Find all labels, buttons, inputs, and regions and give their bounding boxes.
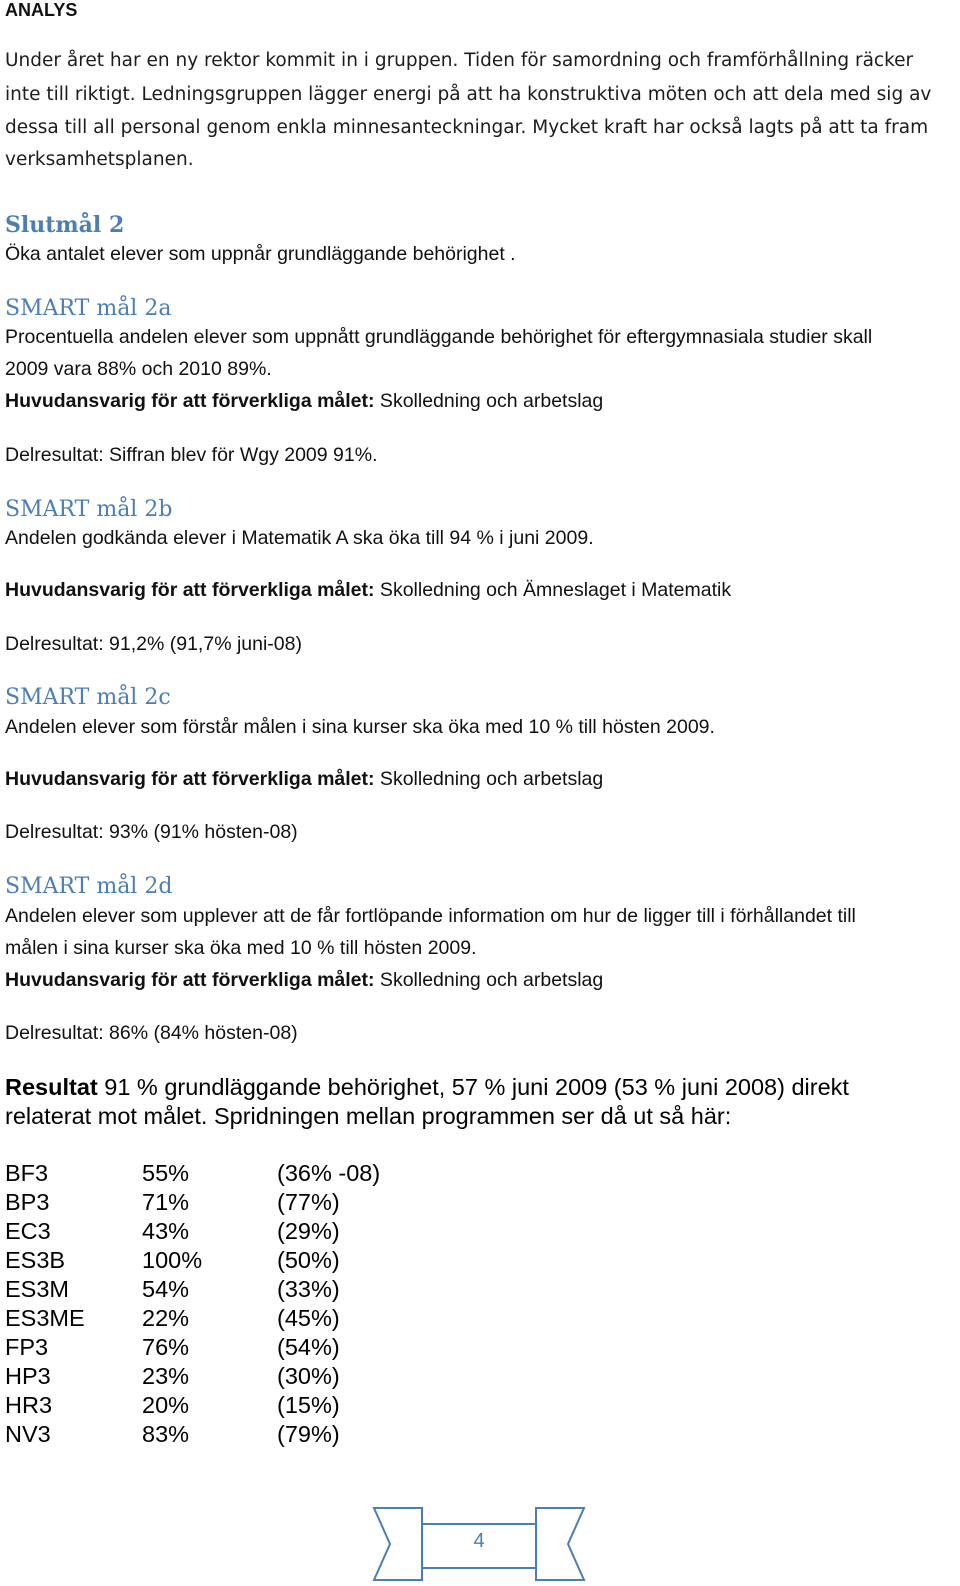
result-line: relaterat mot målet. Spridningen mellan programmen ser då ut så här:: [5, 1103, 732, 1129]
program-pct: 20%: [142, 1392, 190, 1418]
responsible-label: Huvudansvarig för att förverkliga målet:: [5, 579, 375, 601]
program-pct: 100%: [142, 1247, 203, 1273]
table-row: [5, 1189, 505, 1218]
table-row: [5, 1392, 505, 1421]
program-prev: (30%): [277, 1363, 340, 1389]
table-row: [5, 1363, 505, 1392]
table-row: [5, 1305, 505, 1334]
responsible-value: Skolledning och arbetslag: [374, 768, 604, 790]
result-line: [5, 1074, 849, 1101]
program-pct: 23%: [142, 1363, 190, 1389]
program-code: EC3: [5, 1218, 51, 1244]
partial-result: Delresultat: 86% (84% hösten-08): [5, 1022, 298, 1044]
program-prev: (15%): [277, 1392, 340, 1418]
responsible-label: Huvudansvarig för att förverkliga målet:: [5, 969, 375, 991]
smart-goal-text: Andelen elever som förstår målen i sina kurser ska öka med 10 % till hösten 2009.: [5, 716, 715, 738]
program-code: HP3: [5, 1363, 51, 1389]
program-table: [5, 1160, 505, 1450]
table-row: [5, 1334, 505, 1363]
smart-goal-text: målen i sina kurser ska öka med 10 % till hösten 2009.: [5, 937, 477, 959]
responsible-label: Huvudansvarig för att förverkliga målet:: [5, 768, 375, 790]
responsible-line: [5, 969, 603, 992]
intro-line: dessa till all personal genom enkla minnesanteckningar. Mycket kraft har också lagts på att ta fram: [5, 117, 929, 138]
responsible-label: Huvudansvarig för att förverkliga målet:: [5, 390, 375, 412]
goal-heading: Slutmål 2: [5, 212, 125, 238]
table-row: [5, 1276, 505, 1305]
responsible-line: [5, 579, 731, 602]
result-text: 91 % grundläggande behörighet, 57 % juni 2009 (53 % juni 2008) direkt: [97, 1074, 849, 1100]
responsible-line: [5, 390, 603, 413]
page-number: 4: [473, 1530, 485, 1552]
responsible-value: Skolledning och arbetslag: [374, 969, 604, 991]
intro-line: inte till riktigt. Ledningsgruppen lägger energi på att ha konstruktiva möten och att dela med sig av: [5, 84, 932, 105]
program-prev: (77%): [277, 1189, 340, 1215]
program-code: BP3: [5, 1189, 50, 1215]
smart-goal-text: Andelen godkända elever i Matematik A ska öka till 94 % i juni 2009.: [5, 527, 594, 549]
program-pct: 83%: [142, 1421, 190, 1447]
program-code: ES3M: [5, 1276, 69, 1302]
program-prev: (33%): [277, 1276, 340, 1302]
program-prev: (79%): [277, 1421, 340, 1447]
section-title: ANALYS: [5, 0, 78, 20]
program-pct: 54%: [142, 1276, 190, 1302]
partial-result: Delresultat: Siffran blev för Wgy 2009 91%.: [5, 444, 378, 466]
intro-line: Under året har en ny rektor kommit in i gruppen. Tiden för samordning och framförhållning räcker: [5, 50, 914, 71]
program-pct: 43%: [142, 1218, 190, 1244]
smart-goal-heading: SMART mål 2c: [5, 685, 171, 710]
program-pct: 76%: [142, 1334, 190, 1360]
partial-result: Delresultat: 91,2% (91,7% juni-08): [5, 633, 302, 655]
smart-goal-text: 2009 vara 88% och 2010 89%.: [5, 358, 272, 380]
program-code: NV3: [5, 1421, 51, 1447]
program-pct: 55%: [142, 1160, 190, 1186]
intro-line: verksamhetsplanen.: [5, 149, 194, 170]
program-prev: (45%): [277, 1305, 340, 1331]
program-pct: 71%: [142, 1189, 190, 1215]
program-code: ES3B: [5, 1247, 66, 1273]
smart-goal-heading: SMART mål 2d: [5, 874, 173, 899]
program-prev: (29%): [277, 1218, 340, 1244]
smart-goal-heading: SMART mål 2a: [5, 296, 172, 321]
table-row: [5, 1421, 505, 1450]
table-row: [5, 1247, 505, 1276]
program-prev: (50%): [277, 1247, 340, 1273]
table-row: [5, 1160, 505, 1189]
partial-result: Delresultat: 93% (91% hösten-08): [5, 821, 298, 843]
smart-goal-text: Andelen elever som upplever att de får fortlöpande information om hur de ligger till i förhållandet till: [5, 905, 856, 927]
goal-text: Öka antalet elever som uppnår grundläggande behörighet .: [5, 243, 516, 265]
responsible-line: [5, 768, 603, 791]
program-code: HR3: [5, 1392, 53, 1418]
smart-goal-heading: SMART mål 2b: [5, 497, 173, 522]
responsible-value: Skolledning och arbetslag: [374, 390, 604, 412]
program-pct: 22%: [142, 1305, 190, 1331]
page-number-ribbon: [372, 1506, 586, 1582]
program-prev: (36% -08): [277, 1160, 381, 1186]
responsible-value: Skolledning och Ämneslaget i Matematik: [374, 579, 732, 601]
result-label: Resultat: [5, 1074, 98, 1100]
smart-goal-text: Procentuella andelen elever som uppnått grundläggande behörighet för eftergymnasiala studier skall: [5, 326, 873, 348]
program-code: ES3ME: [5, 1305, 85, 1331]
program-prev: (54%): [277, 1334, 340, 1360]
table-row: [5, 1218, 505, 1247]
program-code: BF3: [5, 1160, 49, 1186]
program-code: FP3: [5, 1334, 49, 1360]
